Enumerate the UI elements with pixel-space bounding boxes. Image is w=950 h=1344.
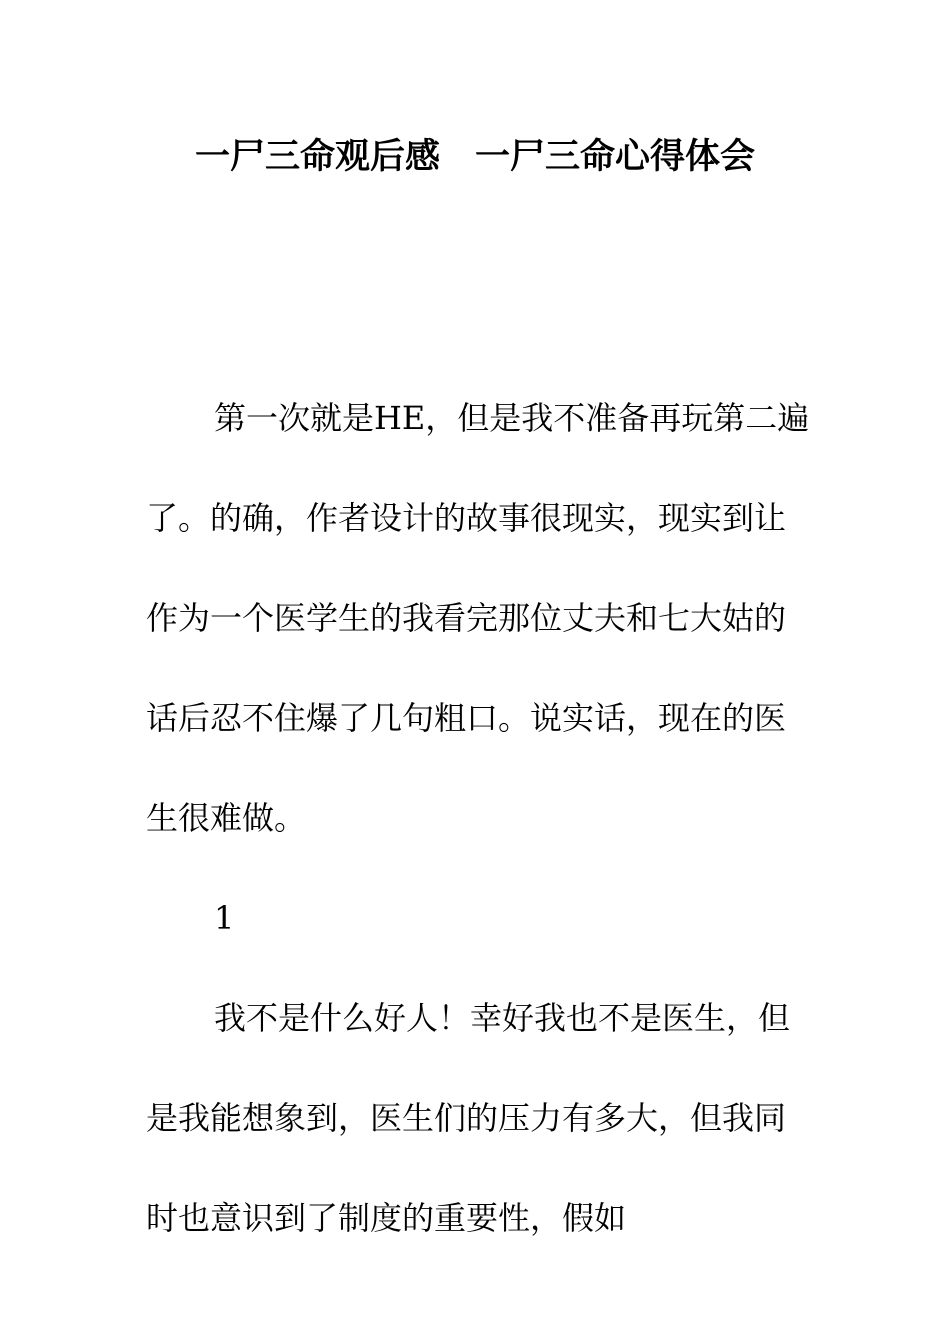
document-title: 一尸三命观后感 一尸三命心得体会: [194, 137, 755, 177]
paragraph-2-section-number: 1: [214, 899, 235, 937]
paragraph-3: 我不是什么好人！幸好我也不是医生，但是我能想象到，医生们的压力有多大，但我同时也意识到了制度的重要性，假如: [146, 999, 791, 1237]
document-body: [146, 368, 810, 1268]
paragraph-1: 第一次就是HE，但是我不准备再玩第二遍了。的确，作者设计的故事很现实，现实到让作为一个医学生的我看完那位丈夫和七大姑的话后忍不住爆了几句粗口。说实话，现在的医生很难做。: [146, 399, 810, 837]
